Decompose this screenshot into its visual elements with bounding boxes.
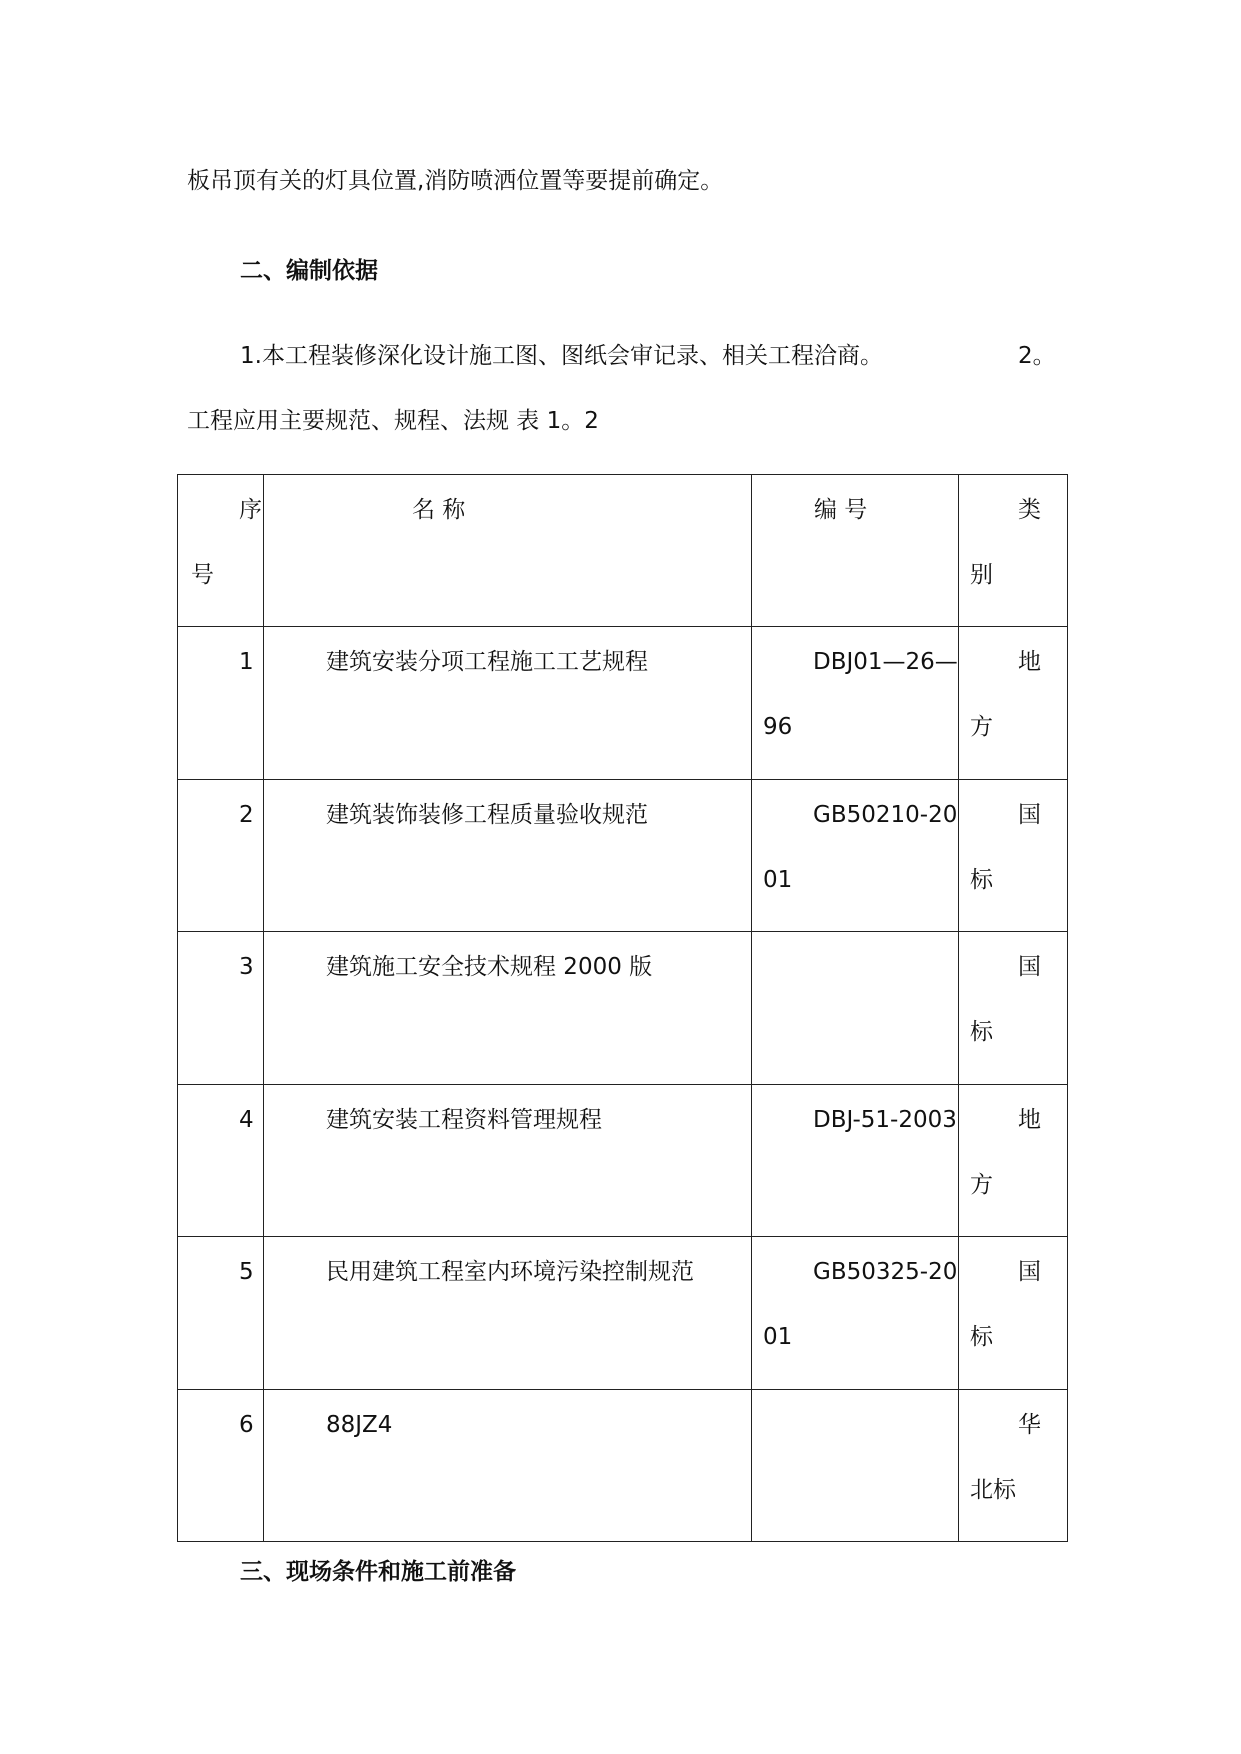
table-row bbox=[178, 1084, 1068, 1236]
row-cat-b: 标 bbox=[970, 1324, 993, 1351]
row-seq: 1 bbox=[239, 649, 254, 676]
header-seq-b: 号 bbox=[191, 562, 214, 588]
header-name bbox=[264, 475, 752, 627]
standards-table bbox=[177, 474, 1068, 1542]
row-code-b: 96 bbox=[763, 714, 793, 741]
header-seq bbox=[178, 475, 264, 627]
paragraph-line-1: 1.本工程装修深化设计施工图、图纸会审记录、相关工程洽商。 bbox=[240, 343, 883, 369]
header-cat bbox=[959, 475, 1068, 627]
row-cat-a: 地 bbox=[1018, 1106, 1041, 1133]
row-cat-b: 标 bbox=[970, 1019, 993, 1046]
table-row bbox=[178, 779, 1068, 931]
header-code bbox=[752, 475, 959, 627]
row-name: 建筑安装分项工程施工工艺规程 bbox=[326, 649, 648, 676]
row-seq: 6 bbox=[239, 1411, 254, 1438]
row-seq: 2 bbox=[239, 801, 254, 828]
row-cat-a: 国 bbox=[1018, 801, 1041, 828]
row-name: 建筑安装工程资料管理规程 bbox=[326, 1106, 602, 1133]
row-cat-b: 标 bbox=[970, 866, 993, 893]
row-seq: 3 bbox=[239, 954, 254, 981]
header-cat-b: 别 bbox=[970, 562, 993, 588]
row-code-b: 01 bbox=[763, 1324, 793, 1351]
row-seq: 5 bbox=[239, 1259, 254, 1286]
table-row bbox=[178, 1389, 1068, 1541]
header-name-label: 名 称 bbox=[412, 497, 466, 523]
section-heading-site: 三、现场条件和施工前准备 bbox=[240, 1559, 516, 1585]
row-cat-a: 华 bbox=[1018, 1411, 1041, 1438]
row-name: 建筑施工安全技术规程 2000 版 bbox=[326, 954, 653, 981]
row-cat-a: 地 bbox=[1018, 649, 1041, 676]
row-cat-b: 方 bbox=[970, 1171, 993, 1198]
table-row bbox=[178, 932, 1068, 1084]
table-header-row bbox=[178, 475, 1068, 627]
row-code-a: DBJ01—26— bbox=[813, 649, 958, 676]
row-name: 建筑装饰装修工程质量验收规范 bbox=[326, 801, 648, 828]
paragraph-line-1-tail: 2。 bbox=[1018, 343, 1056, 369]
row-cat-a: 国 bbox=[1018, 954, 1041, 981]
row-cat-b: 北标 bbox=[970, 1476, 1016, 1503]
table-row bbox=[178, 1237, 1068, 1389]
row-code-a: DBJ-51-2003 bbox=[813, 1106, 957, 1133]
row-name: 88JZ4 bbox=[326, 1411, 393, 1438]
row-cat-b: 方 bbox=[970, 714, 993, 741]
row-name: 民用建筑工程室内环境污染控制规范 bbox=[326, 1259, 694, 1286]
header-code-label: 编 号 bbox=[814, 497, 868, 523]
table-row bbox=[178, 627, 1068, 779]
section-heading-basis: 二、编制依据 bbox=[240, 258, 378, 284]
row-seq: 4 bbox=[239, 1106, 254, 1133]
header-seq-a: 序 bbox=[239, 497, 262, 523]
header-cat-a: 类 bbox=[1018, 497, 1041, 523]
row-code-a: GB50210-20 bbox=[813, 801, 958, 828]
row-cat-a: 国 bbox=[1018, 1259, 1041, 1286]
row-code-a: GB50325-20 bbox=[813, 1259, 958, 1286]
paragraph-line-2: 工程应用主要规范、规程、法规 表 1。2 bbox=[187, 408, 599, 434]
intro-text: 板吊顶有关的灯具位置,消防喷洒位置等要提前确定。 bbox=[187, 168, 724, 194]
row-code-b: 01 bbox=[763, 866, 793, 893]
